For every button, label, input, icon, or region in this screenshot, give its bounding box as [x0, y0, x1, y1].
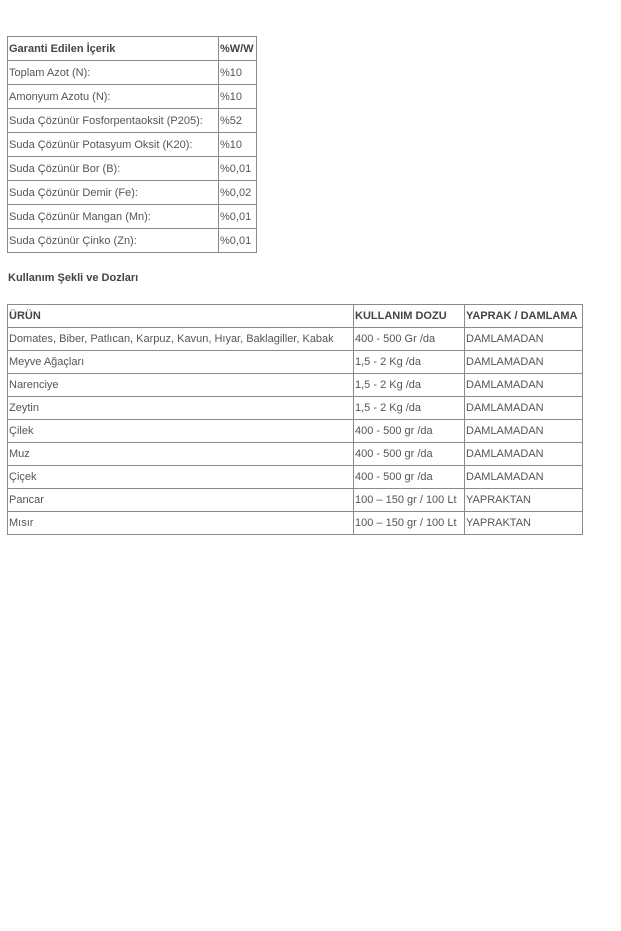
table-row — [8, 512, 583, 535]
content-name-cell: Toplam Azot (N): — [8, 61, 219, 85]
table-row — [8, 61, 257, 85]
product-cell: Çiçek — [8, 466, 354, 489]
content-name-cell: Suda Çözünür Bor (B): — [8, 157, 219, 181]
dose-cell: 1,5 - 2 Kg /da — [354, 351, 465, 374]
dose-cell: 1,5 - 2 Kg /da — [354, 374, 465, 397]
dose-cell: 1,5 - 2 Kg /da — [354, 397, 465, 420]
table-row — [8, 85, 257, 109]
content-name-cell: Suda Çözünür Potasyum Oksit (K20): — [8, 133, 219, 157]
table-row — [8, 397, 583, 420]
table-row — [8, 420, 583, 443]
table-row — [8, 205, 257, 229]
product-cell: Domates, Biber, Patlıcan, Karpuz, Kavun, Hıyar, Baklagiller, Kabak — [8, 328, 354, 351]
column-header-product: ÜRÜN — [8, 305, 354, 328]
table-header-row — [8, 305, 583, 328]
product-cell: Narenciye — [8, 374, 354, 397]
content-value-cell: %0,01 — [219, 157, 257, 181]
product-cell: Çilek — [8, 420, 354, 443]
column-header-application: YAPRAK / DAMLAMA — [465, 305, 583, 328]
content-value-cell: %52 — [219, 109, 257, 133]
product-cell: Muz — [8, 443, 354, 466]
application-cell: YAPRAKTAN — [465, 512, 583, 535]
table-row — [8, 374, 583, 397]
application-cell: YAPRAKTAN — [465, 489, 583, 512]
content-value-cell: %0,01 — [219, 229, 257, 253]
application-cell: DAMLAMADAN — [465, 443, 583, 466]
content-value-cell: %0,02 — [219, 181, 257, 205]
product-cell: Pancar — [8, 489, 354, 512]
content-value-cell: %0,01 — [219, 205, 257, 229]
table-header-row — [8, 37, 257, 61]
content-name-cell: Amonyum Azotu (N): — [8, 85, 219, 109]
product-cell: Zeytin — [8, 397, 354, 420]
product-cell: Meyve Ağaçları — [8, 351, 354, 374]
content-name-cell: Suda Çözünür Fosforpentaoksit (P205): — [8, 109, 219, 133]
table-row — [8, 109, 257, 133]
application-cell: DAMLAMADAN — [465, 374, 583, 397]
table-row — [8, 328, 583, 351]
content-value-cell: %10 — [219, 133, 257, 157]
usage-dosage-table — [7, 304, 583, 535]
table-row — [8, 489, 583, 512]
table-row — [8, 351, 583, 374]
table-row — [8, 157, 257, 181]
content-value-cell: %10 — [219, 85, 257, 109]
content-name-cell: Suda Çözünür Demir (Fe): — [8, 181, 219, 205]
dose-cell: 400 - 500 gr /da — [354, 443, 465, 466]
content-value-cell: %10 — [219, 61, 257, 85]
column-header-ww: %W/W — [219, 37, 257, 61]
dose-cell: 100 – 150 gr / 100 Lt — [354, 489, 465, 512]
application-cell: DAMLAMADAN — [465, 328, 583, 351]
table-row — [8, 443, 583, 466]
column-header-dose: KULLANIM DOZU — [354, 305, 465, 328]
application-cell: DAMLAMADAN — [465, 466, 583, 489]
table-row — [8, 181, 257, 205]
dose-cell: 100 – 150 gr / 100 Lt — [354, 512, 465, 535]
dose-cell: 400 - 500 Gr /da — [354, 328, 465, 351]
dose-cell: 400 - 500 gr /da — [354, 420, 465, 443]
table-row — [8, 133, 257, 157]
product-cell: Mısır — [8, 512, 354, 535]
content-name-cell: Suda Çözünür Çinko (Zn): — [8, 229, 219, 253]
application-cell: DAMLAMADAN — [465, 397, 583, 420]
usage-section-title: Kullanım Şekli ve Dozları — [8, 272, 139, 284]
application-cell: DAMLAMADAN — [465, 420, 583, 443]
dose-cell: 400 - 500 gr /da — [354, 466, 465, 489]
guaranteed-content-table — [7, 36, 257, 253]
content-name-cell: Suda Çözünür Mangan (Mn): — [8, 205, 219, 229]
application-cell: DAMLAMADAN — [465, 351, 583, 374]
table-row — [8, 229, 257, 253]
table-row — [8, 466, 583, 489]
column-header-content: Garanti Edilen İçerik — [8, 37, 219, 61]
